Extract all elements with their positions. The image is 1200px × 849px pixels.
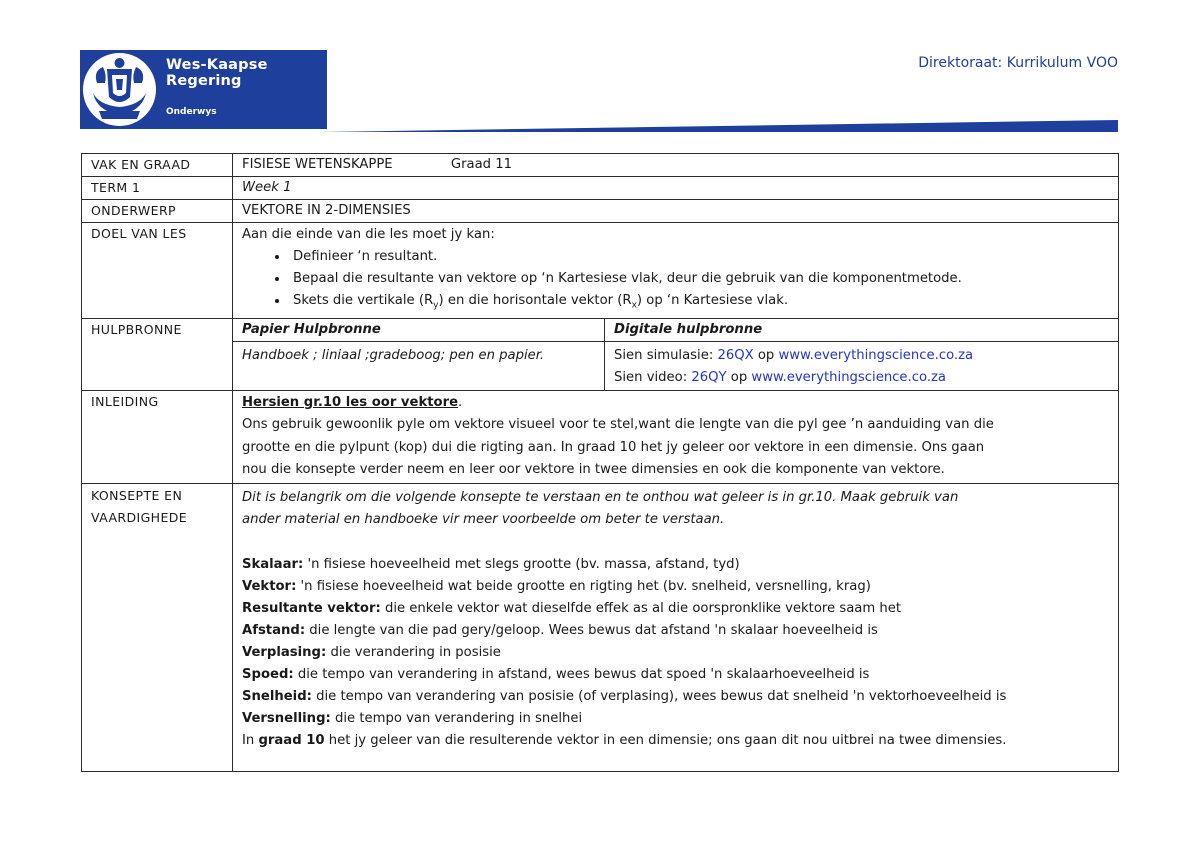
label-subject: VAK EN GRAAD	[82, 154, 233, 177]
concept-item: Spoed: die tempo van verandering in afstand, wees bewus dat spoed 'n skalaarhoeveelheid is	[242, 666, 870, 682]
concepts-list	[242, 554, 1112, 752]
cell-aim	[233, 223, 1119, 319]
resources-table	[233, 319, 1118, 390]
row-intro	[82, 390, 1119, 483]
concept-item: Skalaar: 'n fisiese hoeveelheid met slegs grootte (bv. massa, afstand, tyd)	[242, 556, 740, 572]
row-aim	[82, 223, 1119, 319]
intro-line: nou die konsepte verder neem en leer oor vektore in twee dimensies en ook die komponente van vektore.	[242, 462, 945, 478]
intro-line: Ons gebruik gewoonlik pyle om vektore visueel voor te stel,want die lengte van die pyl gee ’n aanduiding van die	[242, 417, 994, 433]
cell-term	[233, 177, 1119, 200]
cell-concepts	[233, 483, 1119, 771]
simulation-code-link[interactable]: 26QX	[717, 347, 754, 363]
concept-item: Resultante vektor: die enkele vektor wat dieselfde effek as al die oorspronklike vektore saam het	[242, 600, 902, 616]
aim-item: • Skets die vertikale $(R_y)$ en die horisontale vektor $(R_x)$ op ‘n Kartesiese vlak.	[289, 290, 1112, 317]
digital-resources-heading: Digitale hulpbronne	[605, 319, 1119, 342]
logo-subtitle: Onderwys	[166, 107, 217, 117]
label-term: TERM 1	[82, 177, 233, 200]
label-concepts: KONSEPTE EN VAARDIGHEDE	[82, 483, 233, 771]
term-value: Week 1	[242, 180, 292, 195]
cell-resources	[233, 318, 1119, 390]
intro-heading: Hersien gr.10 les oor vektore.	[242, 394, 463, 410]
paper-resources-text: Handboek ; liniaal ;gradeboog; pen en papier.	[233, 341, 605, 390]
row-concepts	[82, 483, 1119, 771]
row-term	[82, 177, 1119, 200]
concept-item: Verplasing: die verandering in posisie	[242, 644, 501, 660]
row-resources	[82, 318, 1119, 390]
concept-summary: In graad 10 het jy geleer van die resulterende vektor in een dimensie; ons gaan dit nou uitbrei na twee dimensies.	[242, 732, 1007, 748]
concepts-intro: Dit is belangrik om die volgende konsepte te verstaan en te onthou wat geleer is in gr.10. Maak gebruik van ander material en handboeke vir meer voorbeelde om beter te verstaan.	[242, 489, 959, 528]
lesson-plan-table	[81, 153, 1119, 772]
label-topic: ONDERWERP	[82, 200, 233, 223]
aim-item: • Definieer ‘n resultant.	[289, 246, 1112, 268]
logo-title: Wes-Kaapse Regering	[166, 57, 268, 89]
video-code-link[interactable]: 26QY	[691, 369, 727, 385]
concept-item: Afstand: die lengte van die pad gery/geloop. Wees bewus dat afstand 'n skalaar hoeveelheid is	[242, 622, 878, 638]
paper-resources-heading: Papier Hulpbronne	[233, 319, 605, 342]
concept-item: Vektor: 'n fisiese hoeveelheid wat beide grootte en rigting het (bv. snelheid, versnelling, krag)	[242, 578, 871, 594]
header-stripe	[320, 118, 1120, 134]
simulation-url-link[interactable]: www.everythingscience.co.za	[778, 347, 974, 363]
cell-subject	[233, 154, 1119, 177]
simulation-line: Sien simulasie: 26QX op www.everythingscience.co.za	[614, 347, 974, 363]
concept-item: Versnelling: die tempo van verandering in snelhei	[242, 710, 583, 726]
aim-lead: Aan die einde van die les moet jy kan:	[242, 227, 495, 242]
cell-intro	[233, 390, 1119, 483]
topic-value: VEKTORE IN 2-DIMENSIES	[233, 200, 1119, 223]
aim-list	[242, 246, 1112, 317]
logo-banner	[80, 50, 327, 129]
label-resources: HULPBRONNE	[82, 318, 233, 390]
concept-item: Snelheid: die tempo van verandering van posisie (of verplasing), wees bewus dat snelheid 'n vektorhoeveelheid is	[242, 688, 1007, 704]
label-aim: DOEL VAN LES	[82, 223, 233, 319]
digital-resources-cell	[605, 341, 1119, 390]
coat-of-arms-icon	[83, 53, 156, 126]
directorate-label: Direktoraat: Kurrikulum VOO	[918, 55, 1118, 71]
grade-value: Graad 11	[450, 157, 512, 172]
row-topic	[82, 200, 1119, 223]
video-line: Sien video: 26QY op www.everythingscience.co.za	[614, 369, 947, 385]
intro-line: grootte en die pylpunt (kop) dui die rigting aan. In graad 10 het jy geleer oor vektore in een dimensie. Ons gaan	[242, 439, 985, 455]
aim-item: • Bepaal die resultante van vektore op ‘n Kartesiese vlak, deur die gebruik van die komponentmetode.	[289, 268, 1112, 290]
label-intro: INLEIDING	[82, 390, 233, 483]
subject-value: FISIESE WETENSKAPPE	[242, 157, 393, 172]
row-subject	[82, 154, 1119, 177]
video-url-link[interactable]: www.everythingscience.co.za	[751, 369, 947, 385]
